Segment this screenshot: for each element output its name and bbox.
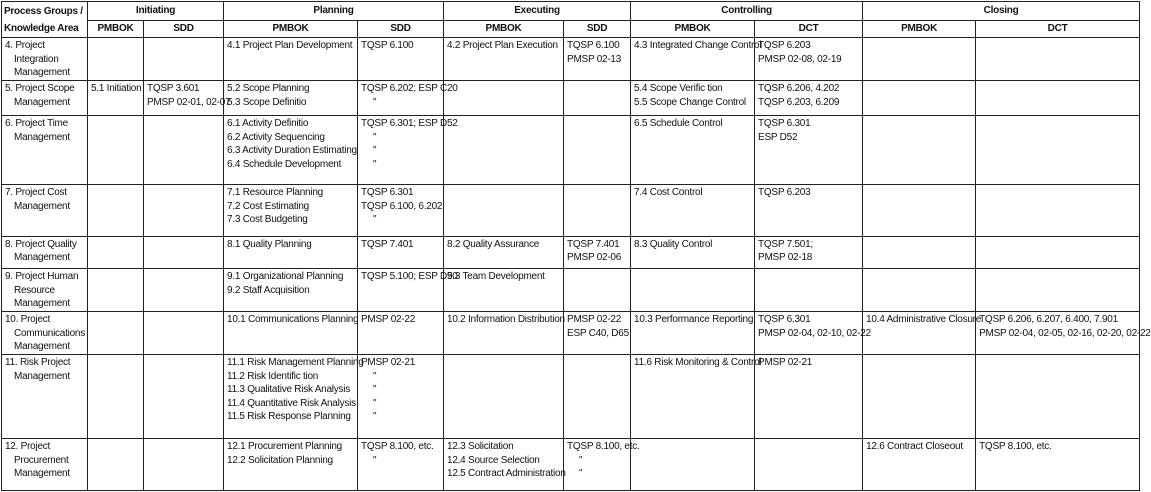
- cell-line: PMSP 02-22: [567, 314, 622, 326]
- matrix-cell: [755, 236, 863, 268]
- subhead-executing-pmbok: PMBOK: [444, 21, 564, 38]
- knowledge-area-cell: [2, 116, 88, 185]
- cell-line: 10.3 Performance Reporting: [634, 314, 754, 326]
- subhead-executing-sdd: SDD: [564, 21, 631, 38]
- matrix-cell: [564, 355, 631, 439]
- matrix-cell: [444, 116, 564, 185]
- matrix-cell: [631, 269, 755, 312]
- matrix-cell: [144, 355, 224, 439]
- cell-line: 12.4 Source Selection: [447, 454, 540, 466]
- header-row-groups: [2, 2, 1140, 21]
- cell-line: 4.1 Project Plan Development: [227, 40, 353, 51]
- table-row: [2, 116, 1140, 185]
- process-knowledge-matrix: [1, 1, 1151, 491]
- ditto-mark: ": [579, 468, 583, 480]
- matrix-cell: [88, 81, 144, 116]
- cell-line: 6.1 Activity Definitio: [227, 118, 309, 130]
- matrix-cell: [224, 116, 358, 185]
- cell-line: 5.2 Scope Planning: [227, 83, 310, 95]
- cell-line: ESP D52: [758, 131, 798, 143]
- ditto-mark: ": [373, 397, 377, 409]
- cell-line: 7.2 Cost Estimating: [227, 200, 309, 212]
- matrix-cell: [564, 312, 631, 355]
- table-row: [2, 185, 1140, 237]
- knowledge-area-cell: [2, 236, 88, 268]
- ditto-mark: ": [373, 145, 377, 157]
- knowledge-area-name: 11. Risk Project Management: [5, 357, 71, 382]
- subhead-closing-dct: DCT: [976, 21, 1140, 38]
- knowledge-area-name: 10. Project Communications Management: [5, 314, 85, 353]
- cell-line: 12.6 Contract Closeout: [866, 441, 963, 453]
- corner-header-bottom: Knowledge Area: [2, 21, 88, 38]
- knowledge-area-name: 12. Project Procurement Management: [5, 441, 70, 480]
- table-row: [2, 355, 1140, 439]
- matrix-cell: [444, 439, 564, 491]
- matrix-cell: [755, 116, 863, 185]
- matrix-cell: [564, 236, 631, 268]
- knowledge-area-cell: [2, 439, 88, 491]
- matrix-cell: [224, 312, 358, 355]
- matrix-cell: [564, 81, 631, 116]
- cell-line: 6.5 Schedule Control: [634, 118, 723, 130]
- ditto-mark: ": [373, 384, 377, 396]
- cell-line: TQSP 6.206, 6.207, 6.400, 7.901: [979, 314, 1118, 326]
- cell-line: PMSP 02-21: [361, 357, 416, 369]
- cell-line: 9.2 Staff Acquisition: [227, 284, 310, 296]
- cell-line: PMSP 02-21: [758, 357, 813, 369]
- cell-line: 5.5 Scope Change Control: [634, 96, 746, 108]
- matrix-cell: [976, 81, 1140, 116]
- subhead-closing-pmbok: PMBOK: [863, 21, 976, 38]
- knowledge-area-cell: [2, 269, 88, 312]
- matrix-cell: [144, 116, 224, 185]
- cell-line: TQSP 8.100, etc.: [567, 441, 640, 453]
- cell-line: 5.1 Initiation: [91, 83, 142, 95]
- cell-line: TQSP 6.301: [758, 314, 811, 326]
- cell-line: 10.1 Communications Planning: [227, 314, 359, 326]
- matrix-cell: [564, 116, 631, 185]
- cell-line: TQSP 7.501;: [758, 238, 813, 250]
- cell-line: 11.6 Risk Monitoring & Control: [634, 357, 762, 369]
- cell-line: 8.3 Quality Control: [634, 238, 713, 250]
- matrix-cell: [144, 38, 224, 81]
- ditto-mark: ": [373, 411, 377, 423]
- matrix-cell: [631, 355, 762, 439]
- ditto-mark: ": [373, 96, 377, 108]
- cell-line: 12.2 Solicitation Planning: [227, 454, 333, 466]
- matrix-cell: [631, 439, 755, 491]
- cell-line: 9.1 Organizational Planning: [227, 271, 344, 283]
- matrix-cell: [144, 312, 224, 355]
- cell-line: 11.4 Quantitative Risk Analysis: [227, 397, 356, 409]
- cell-line: 11.1 Risk Management Planning: [227, 357, 364, 369]
- table-row: [2, 81, 1140, 116]
- cell-line: 7.4 Cost Control: [634, 187, 703, 199]
- matrix-cell: [444, 269, 564, 312]
- cell-line: TQSP 6.301; ESP D52: [361, 118, 458, 130]
- cell-line: TQSP 6.301: [758, 118, 811, 130]
- matrix-cell: [444, 81, 564, 116]
- knowledge-area-name: 5. Project Scope Management: [5, 83, 75, 108]
- cell-line: 11.2 Risk Identific tion: [227, 370, 319, 382]
- matrix-cell: [224, 269, 358, 312]
- matrix-cell: [976, 116, 1140, 185]
- matrix-cell: [358, 269, 458, 312]
- matrix-cell: [444, 312, 564, 355]
- matrix-body: [2, 38, 1151, 491]
- cell-line: TQSP 7.401: [361, 238, 414, 250]
- cell-line: 6.3 Activity Duration Estimating: [227, 145, 357, 157]
- group-controlling: Controlling: [631, 2, 863, 21]
- cell-line: PMSP 02-13: [567, 53, 622, 65]
- cell-line: ESP C40, D65: [567, 327, 629, 339]
- matrix-cell: [88, 355, 144, 439]
- cell-line: 6.2 Activity Sequencing: [227, 131, 325, 143]
- subhead-controlling-dct: DCT: [755, 21, 863, 38]
- cell-line: TQSP 6.203: [758, 40, 811, 51]
- matrix-cell: [863, 81, 976, 116]
- matrix-cell: [224, 236, 358, 268]
- cell-line: TQSP 6.100, 6.202: [361, 200, 443, 212]
- matrix-cell: [358, 185, 444, 237]
- matrix-cell: [863, 269, 976, 312]
- ditto-mark: ": [373, 370, 377, 382]
- cell-line: 7.3 Cost Budgeting: [227, 214, 308, 226]
- group-executing: Executing: [444, 2, 631, 21]
- matrix-cell: [88, 185, 144, 237]
- table-row: [2, 38, 1140, 81]
- table-row: [2, 439, 1140, 491]
- matrix-cell: [863, 439, 976, 491]
- matrix-cell: [631, 81, 755, 116]
- matrix-cell: [755, 439, 863, 491]
- knowledge-area-cell: [2, 38, 88, 81]
- header-row-sources: [2, 21, 1140, 38]
- cell-line: 8.1 Quality Planning: [227, 238, 312, 250]
- matrix-cell: [631, 312, 755, 355]
- matrix-cell: [224, 185, 358, 237]
- matrix-cell: [88, 236, 144, 268]
- cell-line: TQSP 3.601: [147, 83, 200, 95]
- cell-line: PMSP 02-01, 02-07: [147, 96, 231, 108]
- matrix-cell: [144, 269, 224, 312]
- subhead-initiating-pmbok: PMBOK: [88, 21, 144, 38]
- ditto-mark: ": [373, 158, 377, 170]
- group-planning: Planning: [224, 2, 444, 21]
- ditto-mark: ": [373, 214, 377, 226]
- matrix-cell: [358, 38, 444, 81]
- cell-line: 11.3 Qualitative Risk Analysis: [227, 384, 350, 396]
- matrix-cell: [976, 269, 1140, 312]
- cell-line: TQSP 8.100, etc.: [361, 441, 434, 453]
- cell-line: PMSP 02-04, 02-05, 02-16, 02-20, 02-22: [979, 327, 1151, 339]
- matrix-cell: [755, 269, 863, 312]
- matrix-cell: [976, 185, 1140, 237]
- matrix-cell: [976, 38, 1140, 81]
- table-row: [2, 312, 1140, 355]
- cell-line: 12.5 Contract Administration: [447, 468, 566, 480]
- knowledge-area-cell: [2, 185, 88, 237]
- matrix-cell: [358, 312, 444, 355]
- cell-line: 5.3 Scope Definitio: [227, 96, 307, 108]
- matrix-cell: [358, 355, 444, 439]
- matrix-cell: [631, 185, 755, 237]
- matrix-cell: [564, 185, 631, 237]
- cell-line: 9.3 Team Development: [447, 271, 545, 283]
- matrix-cell: [863, 38, 976, 81]
- matrix-cell: [358, 439, 444, 491]
- cell-line: 6.4 Schedule Development: [227, 158, 342, 170]
- cell-line: PMSP 02-08, 02-19: [758, 53, 842, 65]
- matrix-cell: [564, 269, 631, 312]
- cell-line: 4.3 Integrated Change Control: [634, 40, 762, 51]
- matrix-cell: [863, 185, 976, 237]
- matrix-cell: [755, 355, 863, 439]
- subhead-initiating-sdd: SDD: [144, 21, 224, 38]
- cell-line: 7.1 Resource Planning: [227, 187, 323, 199]
- knowledge-area-name: 4. Project Integration Management: [5, 40, 70, 78]
- matrix-cell: [224, 355, 364, 439]
- ditto-mark: ": [373, 454, 377, 466]
- ditto-mark: ": [373, 131, 377, 143]
- subhead-planning-pmbok: PMBOK: [224, 21, 358, 38]
- cell-line: TQSP 6.203, 6.209: [758, 96, 840, 108]
- matrix-cell: [144, 236, 224, 268]
- cell-line: PMSP 02-04, 02-10, 02-22: [758, 327, 871, 339]
- matrix-cell: [863, 236, 976, 268]
- cell-line: 4.2 Project Plan Execution: [447, 40, 558, 51]
- matrix-cell: [88, 116, 144, 185]
- matrix-cell: [358, 236, 444, 268]
- matrix-cell: [444, 236, 564, 268]
- matrix-cell: [863, 312, 982, 355]
- matrix-cell: [444, 355, 564, 439]
- subhead-planning-sdd: SDD: [358, 21, 444, 38]
- matrix-cell: [755, 81, 863, 116]
- table-row: [2, 236, 1140, 268]
- table-row: [2, 269, 1140, 312]
- matrix-cell: [444, 38, 564, 81]
- cell-line: TQSP 6.301: [361, 187, 414, 199]
- cell-line: TQSP 6.202; ESP C20: [361, 83, 458, 95]
- knowledge-area-name: 8. Project Quality Management: [5, 238, 77, 264]
- matrix-cell: [144, 81, 231, 116]
- cell-line: 10.2 Information Distribution: [447, 314, 565, 326]
- group-initiating: Initiating: [88, 2, 224, 21]
- cell-line: 10.4 Administrative Closure: [866, 314, 982, 326]
- matrix-cell: [88, 312, 144, 355]
- knowledge-area-cell: [2, 355, 88, 439]
- matrix-cell: [564, 38, 631, 81]
- matrix-cell: [863, 355, 976, 439]
- cell-line: TQSP 6.100: [567, 40, 620, 51]
- matrix-cell: [88, 269, 144, 312]
- cell-line: 8.2 Quality Assurance: [447, 238, 540, 250]
- matrix-cell: [224, 38, 358, 81]
- subhead-controlling-pmbok: PMBOK: [631, 21, 755, 38]
- matrix-cell: [976, 312, 1151, 355]
- knowledge-area-cell: [2, 81, 88, 116]
- matrix-cell: [863, 116, 976, 185]
- matrix-cell: [358, 116, 458, 185]
- matrix-cell: [444, 185, 564, 237]
- cell-line: TQSP 6.100: [361, 40, 414, 51]
- knowledge-area-name: 7. Project Cost Management: [5, 187, 70, 212]
- corner-header-top: Process Groups /: [2, 2, 88, 21]
- matrix-cell: [144, 439, 224, 491]
- matrix-cell: [88, 38, 144, 81]
- ditto-mark: ": [579, 454, 583, 466]
- knowledge-area-cell: [2, 312, 88, 355]
- cell-line: TQSP 6.203: [758, 187, 811, 199]
- matrix-cell: [976, 355, 1140, 439]
- cell-line: 12.3 Solicitation: [447, 441, 514, 453]
- cell-line: 12.1 Procurement Planning: [227, 441, 342, 453]
- matrix-cell: [564, 439, 640, 491]
- matrix-cell: [631, 38, 762, 81]
- knowledge-area-name: 6. Project Time Management: [5, 118, 70, 143]
- matrix-cell: [144, 185, 224, 237]
- cell-line: TQSP 6.206, 4.202: [758, 83, 840, 95]
- knowledge-area-name: 9. Project Human Resource Management: [5, 271, 79, 310]
- cell-line: TQSP 5.100; ESP D50: [361, 271, 458, 283]
- matrix-cell: [224, 439, 358, 491]
- cell-line: 11.5 Risk Response Planning: [227, 411, 351, 423]
- matrix-cell: [755, 312, 871, 355]
- matrix-cell: [976, 439, 1140, 491]
- matrix-cell: [755, 185, 863, 237]
- matrix-cell: [976, 236, 1140, 268]
- cell-line: 5.4 Scope Verific tion: [634, 83, 723, 95]
- matrix-cell: [88, 439, 144, 491]
- matrix-cell: [358, 81, 458, 116]
- matrix-cell: [755, 38, 863, 81]
- matrix-cell: [631, 116, 755, 185]
- cell-line: PMSP 02-22: [361, 314, 416, 326]
- cell-line: TQSP 8.100, etc.: [979, 441, 1052, 453]
- matrix-cell: [631, 236, 755, 268]
- cell-line: PMSP 02-18: [758, 252, 813, 264]
- matrix-cell: [224, 81, 358, 116]
- cell-line: PMSP 02-06: [567, 252, 622, 264]
- group-closing: Closing: [863, 2, 1140, 21]
- cell-line: TQSP 7.401: [567, 238, 620, 250]
